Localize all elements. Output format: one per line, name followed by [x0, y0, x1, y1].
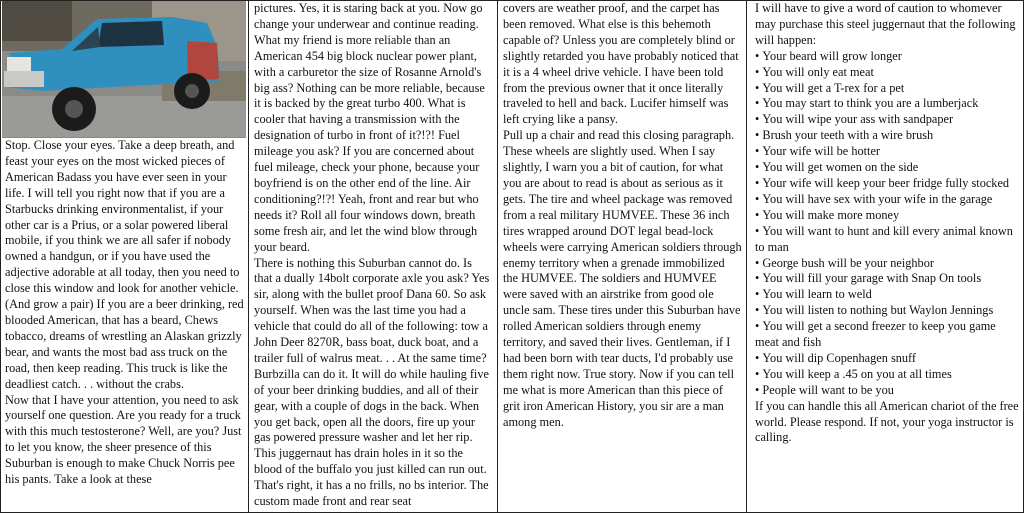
paragraph: There is nothing this Suburban cannot do. Is that a dually 14bolt corporate axle you ask? Yes sir, along with the bullet proof Dana 60. So ask yourself. When was the last time you had a vehicle that could do all of the following: tow a John Deer 8270R, bass boat, duck boat, and a trailer full of walrus meat. . . At the same time? Burbzilla can do it. It will do while hauling five of your beer drinking buddies, and all of their gear, with a couple of dogs in the back. When you get back, open all the doors, fire up your gas powered pressure washer and let her rip. This juggernaut has drain holes in it so the blood of the buffalo you just killed can run out. That's right, it has a no frills, no bs interior. The custom made front and rear seat [254, 255, 490, 509]
list-item: • You will learn to weld [755, 287, 1019, 303]
column-2 [249, 1, 498, 512]
truck-photo [2, 1, 246, 138]
list-item: • You will dip Copenhagen snuff [755, 351, 1019, 367]
list-item: • You will wipe your ass with sandpaper [755, 112, 1019, 128]
list-item: • You will fill your garage with Snap On tools [755, 271, 1019, 287]
column-3 [498, 1, 747, 512]
list-item: • You will have sex with your wife in the garage [755, 192, 1019, 208]
warning-intro: I will have to give a word of caution to whomever may purchase this steel juggernaut that the following will happen: [755, 1, 1016, 47]
list-item: • You will get a second freezer to keep you game meat and fish [755, 319, 1019, 351]
paragraph: Pull up a chair and read this closing paragraph. These wheels are slightly used. When I say slightly, I warn you a bit of caution, for what you are about to read is about as serious as it gets. The tire and wheel package was removed from a real military HUMVEE. These 36 inch tires wrapped around DOT legal bead-lock wheels were carrying American soldiers through enemy territory when a grenade immobilized the HUMVEE. The soldiers and HUMVEE were saved with an airstrike from good ole uncle sam. These tires under this Suburban have rolled American soldiers through enemy territory, and saved their lives. Gentleman, if I had been born with tear ducts, I'd probably use them right now. True story. Now if you can tell me what is more American than this piece of grit iron American History, you sir are a man among men. [503, 128, 742, 429]
list-item: • You will get a T-rex for a pet [755, 81, 1019, 97]
column-1 [1, 1, 249, 512]
list-item: • People will want to be you [755, 383, 1019, 399]
list-item: • You may start to think you are a lumberjack [755, 96, 1019, 112]
consequence-list [755, 49, 1019, 399]
paragraph: covers are weather proof, and the carpet has been removed. What else is this behemoth capable of? Unless you are completely blind or slightly retarded you have probably noticed that it is a 4 wheel drive vehicle. I have been told from the previous owner that it once literally traveled to hell and back. Lucifer himself was left crying like a pansy. [503, 1, 739, 127]
list-item: • You will make more money [755, 208, 1019, 224]
list-item: • George bush will be your neighbor [755, 256, 1019, 272]
list-item: • You will get women on the side [755, 160, 1019, 176]
column-4 [747, 1, 1023, 512]
closing-text: If you can handle this all American chariot of the free world. Please respond. If not, your yoga instructor is calling. [755, 398, 1019, 445]
list-item: • Brush your teeth with a wire brush [755, 128, 1019, 144]
paragraph: pictures. Yes, it is staring back at you. Now go change your underwear and continue reading. What my friend is more reliable than an American 454 big block nuclear power plant, with a carburetor the size of Rosanne Arnold's big ass? Nothing can be more reliable, because it is backed by the great turbo 400. What is cooler that having a transmission with the designation of turbo in front of it?!?! Fuel mileage you ask? If you are concerned about fuel mileage, check your phone, because your boyfriend is on the other end of the line. Air conditioning?!?! Yeah, front and rear but who needs it? Roll all four windows down, breath some fresh air, and let the wind blow through your beard. [254, 1, 485, 254]
list-item: • Your wife will keep your beer fridge fully stocked [755, 176, 1019, 192]
list-item: • You will only eat meat [755, 65, 1019, 81]
column-1-text [1, 138, 248, 488]
paragraph: Now that I have your attention, you need to ask yourself one question. Are you ready for a truck with this much testosterone? Well, are you? Just to let you know, the sheer presence of this Suburban is enough to make Chuck Norris pee his pants. Take a look at these [5, 392, 242, 487]
list-item: • You will keep a .45 on you at all times [755, 367, 1019, 383]
list-item: • You will listen to nothing but Waylon Jennings [755, 303, 1019, 319]
list-item: • Your beard will grow longer [755, 49, 1019, 65]
paragraph: Stop. Close your eyes. Take a deep breath, and feast your eyes on the most wicked pieces of American Badass you have ever seen in your life. I will tell you right now that if you are a Starbucks drinking environmentalist, if your other car is a Prius, or a solar powered liberal mobile, if you think we are all safer if nobody owned a handgun, or if you have used the adjective adorable at all today, then you need to close this window and look for another vehicle. (And grow a pair) If you are a beer drinking, red blooded American, that has a beard, Chews tobacco, dreams of wrestling an Alaskan grizzly bear, and wants the most bad ass truck on the road, then keep reading. This truck is like the deadliest catch. . . without the crabs. [5, 138, 244, 391]
list-item: • Your wife will be hotter [755, 144, 1019, 160]
list-item: • You will want to hunt and kill every animal known to man [755, 224, 1019, 256]
